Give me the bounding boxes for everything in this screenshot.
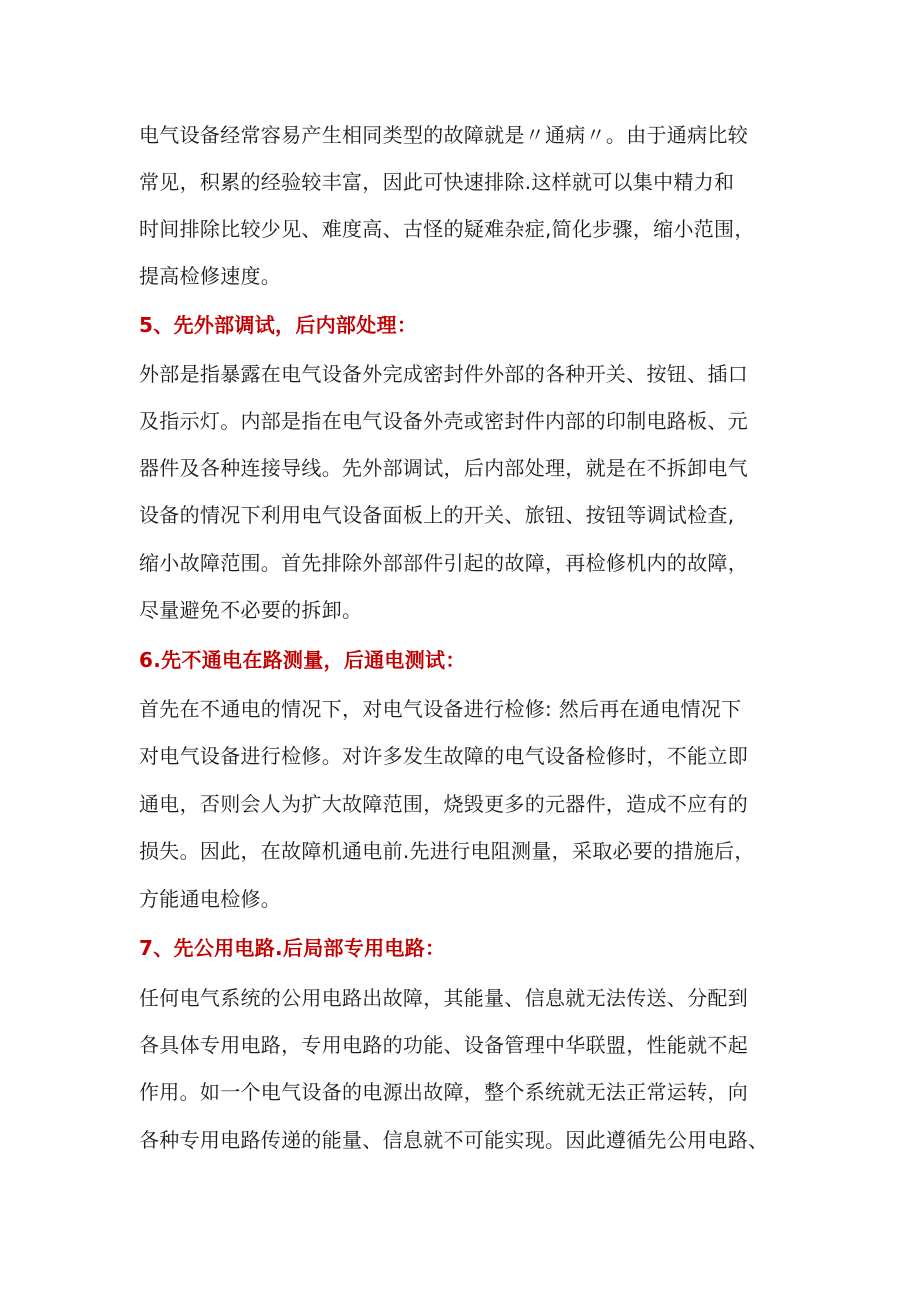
paragraph-line: 各具体专用电路，专用电路的功能、设备管理中华联盟，性能就不起 — [139, 1033, 748, 1057]
paragraph-line: 器件及各种连接导线。先外部调试，后内部处理，就是在不拆卸电气 — [139, 456, 748, 480]
paragraph-line: 设备的情况下利用电气设备面板上的开关、旅钮、按钮等调试检查, — [139, 503, 735, 527]
paragraph-line: 作用。如一个电气设备的电源出故障，整个系统就无法正常运转，向 — [139, 1080, 748, 1104]
paragraph-line: 常见，积累的经验较丰富，因此可快速排除.这样就可以集中精力和 — [139, 170, 735, 194]
paragraph-line: 方能通电检修。 — [139, 887, 282, 911]
section-7-heading: 7、先公用电路.后局部专用电路： — [139, 936, 446, 960]
paragraph-line: 损失。因此，在故障机通电前.先进行电阻测量，采取必要的措施后， — [139, 839, 755, 863]
paragraph-line: 电气设备经常容易产生相同类型的故障就是〃通病〃。由于通病比较 — [139, 123, 748, 147]
paragraph-line: 任何电气系统的公用电路出故障，其能量、信息就无法传送、分配到 — [139, 986, 748, 1010]
paragraph-line: 提高检修速度。 — [139, 264, 282, 288]
paragraph-line: 缩小故障范围。首先排除外部部件引起的故障，再检修机内的故障， — [139, 551, 748, 575]
paragraph-line: 通电，否则会人为扩大故障范围，烧毁更多的元器件，造成不应有的 — [139, 792, 748, 816]
paragraph-line: 外部是指暴露在电气设备外完成密封件外部的各种开关、按钮、插口 — [139, 362, 748, 386]
paragraph-line: 对电气设备进行检修。对许多发生故障的电气设备检修时，不能立即 — [139, 744, 748, 768]
paragraph-line: 及指示灯。内部是指在电气设备外壳或密封件内部的印制电路板、元 — [139, 409, 748, 433]
paragraph-line: 尽量避免不必要的拆卸。 — [139, 598, 363, 622]
section-6-heading: 6.先不通电在路测量，后通电测试： — [139, 648, 466, 672]
paragraph-line: 时间排除比较少见、难度高、古怪的疑难杂症,简化步骤，缩小范围， — [139, 217, 755, 241]
paragraph-line: 各种专用电路传递的能量、信息就不可能实现。因此遵循先公用电路、 — [139, 1128, 769, 1152]
section-5-heading: 5、先外部调试，后内部处理： — [139, 313, 418, 337]
paragraph-line: 首先在不通电的情况下，对电气设备进行检修: 然后再在通电情况下 — [139, 697, 742, 721]
